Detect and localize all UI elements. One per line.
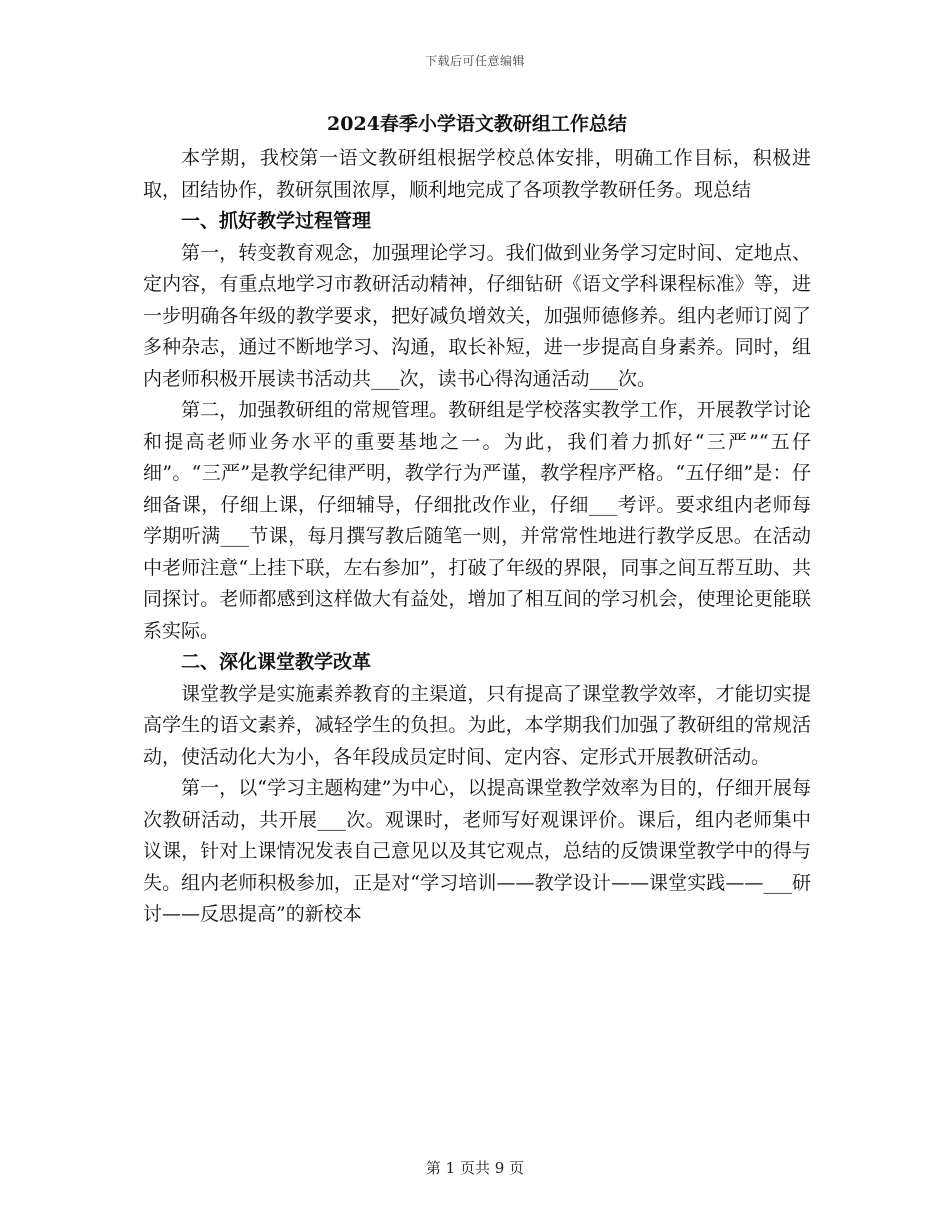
section-heading-2: 二、深化课堂教学改革 [181,651,372,673]
section-heading-1: 一、抓好教学过程管理 [181,210,372,232]
document-body [143,108,811,931]
paragraph-4: 第一，以“学习主题构建”为中心，以提高课堂教学效率为目的，仔细开展每次教研活动，共开展___次。观课时，老师写好观课评价。课后，组内老师集中议课，针对上课情况发表自己意见以及其它观点，总结的反馈课堂教学中的得与失。组内老师积极参加，正是对“学习培训——教学设计——课堂实践——___研讨——反思提高”的新校本 [143,777,811,925]
paragraph-2: 第二，加强教研组的常规管理。教研组是学校落实教学工作，开展教学讨论和提高老师业务水平的重要基地之一。为此，我们着力抓好“三严”“五仔细”。“三严”是教学纪律严明，教学行为严谨，教学程序严格。“五仔细”是：仔细备课，仔细上课，仔细辅导，仔细批改作业，仔细___考评。要求组内老师每学期听满___节课，每月撰写教后随笔一则，并常常性地进行教学反思。在活动中老师注意“上挂下联，左右参加”，打破了年级的界限，同事之间互帮互助、共同探讨。老师都感到这样做大有益处，增加了相互间的学习机会，使理论更能联系实际。 [143,399,811,642]
paragraph-1: 第一，转变教育观念，加强理论学习。我们做到业务学习定时间、定地点、定内容，有重点地学习市教研活动精神，仔细钻研《语文学科课程标准》等，进一步明确各年级的教学要求，把好减负增效关，加强师德修养。组内老师订阅了多种杂志，通过不断地学习、沟通，取长补短，进一步提高自身素养。同时，组内老师积极开展读书活动共___次，读书心得沟通活动___次。 [143,241,811,390]
intro-paragraph: 本学期，我校第一语文教研组根据学校总体安排，明确工作目标，积极进取，团结协作，教研氛围浓厚，顺利地完成了各项教学教研任务。现总结 [143,147,811,201]
document-title: 2024春季小学语文教研组工作总结 [327,113,627,135]
header-note: 下载后可任意编辑 [424,54,525,68]
paragraph-3: 课堂教学是实施素养教育的主渠道，只有提高了课堂教学效率，才能切实提高学生的语文素养，减轻学生的负担。为此，本学期我们加强了教研组的常规活动，使活动化大为小，各年段成员定时间、定内容、定形式开展教研活动。 [143,682,811,768]
page-number: 第 1 页共 9 页 [425,1159,525,1177]
